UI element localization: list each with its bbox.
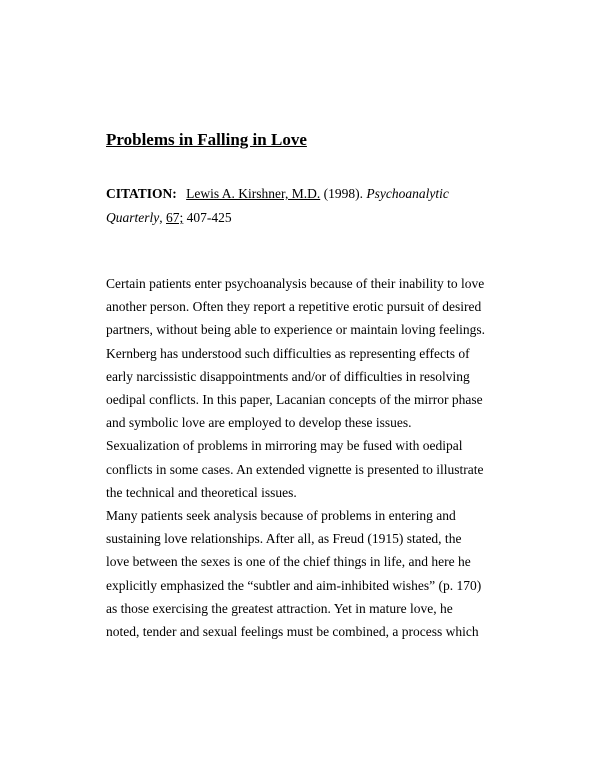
body-line: sustaining love relationships. After all, as Freud (1915) stated, the xyxy=(106,531,462,547)
body-line: as those exercising the greatest attraction. Yet in mature love, he xyxy=(106,600,453,616)
abstract-line: conflicts in some cases. An extended vignette is presented to illustrate xyxy=(106,461,484,477)
abstract-line: Sexualization of problems in mirroring may be fused with oedipal xyxy=(106,438,463,454)
body-line: explicitly emphasized the “subtler and aim-inhibited wishes” (p. 170) xyxy=(106,577,482,593)
abstract-line: another person. Often they report a repetitive erotic pursuit of desired xyxy=(106,299,482,315)
citation-label: CITATION: xyxy=(106,186,177,201)
citation-volume-link[interactable]: 67; xyxy=(166,210,184,225)
body-line: noted, tender and sexual feelings must be combined, a process which xyxy=(106,624,479,640)
citation-comma: , xyxy=(159,210,166,225)
citation-pages: 407-425 xyxy=(183,210,232,225)
citation-author-link[interactable]: Lewis A. Kirshner, M.D. xyxy=(186,186,321,201)
citation-year: (1998). xyxy=(320,186,367,201)
body-line: Many patients seek analysis because of problems in entering and xyxy=(106,508,456,524)
abstract-line: and symbolic love are employed to develop these issues. xyxy=(106,415,412,431)
body-line: love between the sexes is one of the chief things in life, and here he xyxy=(106,554,471,570)
abstract-line: partners, without being able to experience or maintain loving feelings. xyxy=(106,322,486,338)
citation-journal-part1: Psychoanalytic xyxy=(366,186,449,201)
body-paragraph xyxy=(106,504,496,643)
abstract-line: Certain patients enter psychoanalysis because of their inability to love xyxy=(106,276,485,291)
abstract-line: oedipal conflicts. In this paper, Lacanian concepts of the mirror phase xyxy=(106,392,483,408)
document-body xyxy=(106,272,496,643)
citation-journal-part2: Quarterly xyxy=(106,210,160,225)
abstract-line: Kernberg has understood such difficulties as representing effects of xyxy=(106,345,470,361)
abstract-line: the technical and theoretical issues. xyxy=(106,484,297,500)
abstract-line: early narcissistic disappointments and/or of difficulties in resolving xyxy=(106,368,470,384)
abstract-paragraph xyxy=(106,272,496,504)
document-title: Problems in Falling in Love xyxy=(106,130,307,149)
citation xyxy=(106,182,506,230)
